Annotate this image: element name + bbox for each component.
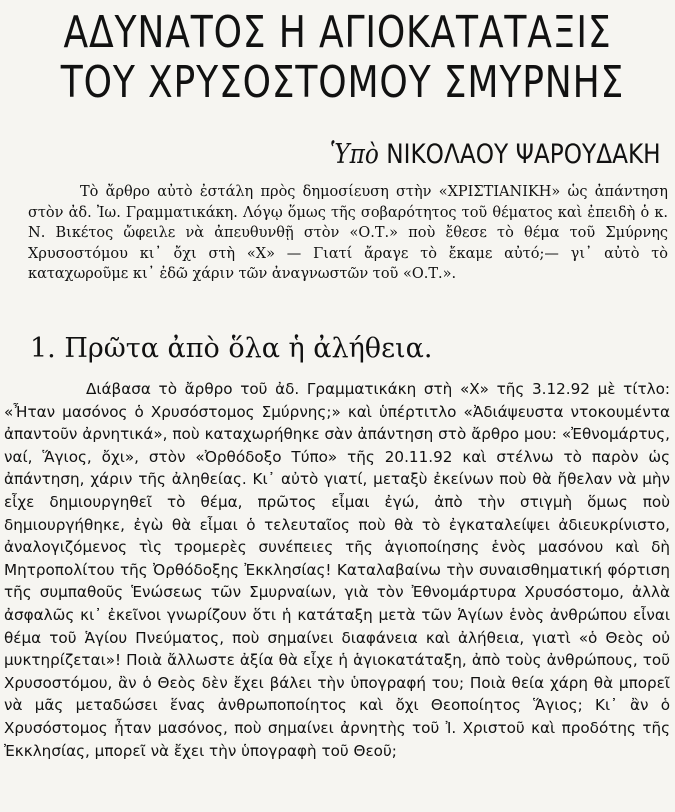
byline-author: ΝΙΚΟΛΑΟΥ ΨΑΡΟΥΔΑΚΗ xyxy=(386,139,661,170)
title-line-2: ΤΟΥ ΧΡΥΣΟΣΤΟΜΟΥ ΣΜΥΡΝΗΣ xyxy=(60,57,625,108)
byline-prefix: Ὑπὸ xyxy=(330,139,380,170)
title-line-1: ΑΔΥΝΑΤΟΣ Η ΑΓΙΟΚΑΤΑΤΑΞΙΣ xyxy=(63,7,612,58)
editorial-intro: Τὸ ἄρθρο αὐτὸ ἐστάλη πρὸς δημοσίευση στὴν «ΧΡΙΣΤΙΑΝΙΚΗ» ὡς ἀπάντηση στὸν ἀδ. Ἰω. Γραμματικάκη. Λόγῳ ὅμως τῆς σοβαρότητος τοῦ θέματος καὶ ἐπειδὴ ὁ κ. Ν. Βικέτος ὤφειλε νὰ ἀπευθυνθῇ στὸν «Ο.Τ.» ποὺ ἔθεσε τὸ θέμα τοῦ Σμύρνης Χρυσοστόμου κι᾿ ὄχι στὴ «Χ» — Γιατί ἄραγε τὸ ἔκαμε αὐτό;— γι᾿ αὐτὸ τὸ καταχωροῦμε κι᾿ ἐδῶ χάριν τῶν ἀναγνωστῶν τοῦ «Ο.Τ.». xyxy=(28,184,668,282)
section-heading: 1. Πρῶτα ἀπὸ ὅλα ἡ ἀλήθεια. xyxy=(30,333,433,364)
article-body: Διάβασα τὸ ἄρθρο τοῦ ἀδ. Γραμματικάκη στὴ «Χ» τῆς 3.12.92 μὲ τίτλο: «Ἦταν μασόνος ὁ Χρυσόστομος Σμύρνης;» καὶ ὑπέρτιτλο «Ἀδιάψευστα ντοκουμέντα ἀπαντοῦν ἀρνητικά», ποὺ καταχωρήθηκε σὰν ἀπάντηση στὸ ἄρθρο μου: «Ἐθνομάρτυς, ναί, Ἅγιος, ὄχι», στὸν «Ὀρθόδοξο Τύπο» τῆς 20.11.92 καὶ στέλνω τὸ παρὸν ὡς ἀπάντηση, χάριν τῆς ἀληθείας. Κι᾿ αὐτὸ γιατί, μεταξὺ ἐκείνων ποὺ θὰ ἤθελαν νὰ μὴν εἶχε δημιουργηθεῖ τὸ θέμα, πρῶτος εἶμαι ἐγώ, ἀπὸ τὴν στιγμὴ ὅμως ποὺ δημιουργήθηκε, ἐγὼ θὰ εἶμαι ὁ τελευταῖος ποὺ θὰ τὸ ἐγκαταλείψει ἀδιευκρίνιστο, ἀναλογιζόμενος τὶς τρομερὲς συνέπειες τῆς ἁγιοποίησης ἑνὸς μασόνου καὶ δὴ Μητροπολίτου τῆς Ὀρθόδοξης Ἐκκλησίας! Καταλαβαίνω τὴν συναισθηματική φόρτιση τῆς συμπαθοῦς Ἑνώσεως τῶν Σμυρναίων, γιὰ τὸν Ἐθνομάρτυρα Χρυσόστομο, ἀλλὰ ἀσφαλῶς κι᾿ ἐκεῖνοι γνωρίζουν ὅτι ἡ κατάταξη μετὰ τῶν Ἁγίων ἑνὸς ἀνθρώπου εἶναι θέμα τοῦ Ἁγίου Πνεύματος, ποὺ σημαίνει διαφάνεια καὶ ἀλήθεια, γιατὶ «ὁ Θεὸς οὐ μυκτηρίζεται»! Ποιὰ ἄλλωστε ἀξία θὰ εἶχε ἡ ἁγιοκατάταξη, ἀπὸ τοὺς ἀνθρώπους, τοῦ Χρυσοστόμου, ἂν ὁ Θεὸς δὲν ἔχει βάλει τὴν ὑπογραφή του; Ποιὰ θεία χάρη θὰ μπορεῖ νὰ μᾶς μεταδώσει ἕνας ἀνθρωποποίητος καὶ ὄχι Θεοποίητος Ἅγιος; Κι᾿ ἂν ὁ Χρυσόστομος ἦταν μασόνος, ποὺ σημαίνει ἀρνητὴς τοῦ Ἰ. Χριστοῦ καὶ προδότης τῆς Ἐκκλησίας, μπορεῖ νὰ ἔχει τὴν ὑπογραφὴ τοῦ Θεοῦ; xyxy=(4,380,670,760)
article-title xyxy=(0,8,675,108)
byline xyxy=(330,140,661,170)
